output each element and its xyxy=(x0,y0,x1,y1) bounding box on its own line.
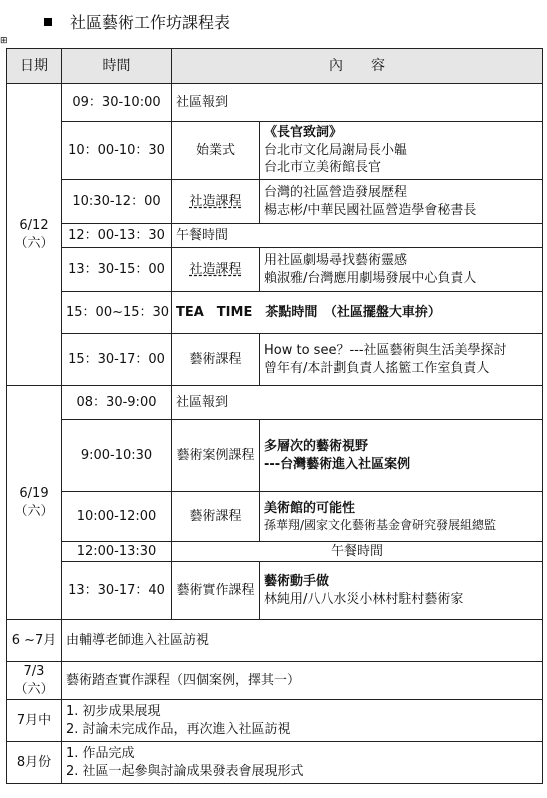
bullet-icon xyxy=(44,18,52,26)
table-row xyxy=(7,662,543,700)
table-move-handle-icon[interactable]: ⊞ xyxy=(0,36,8,46)
table-row xyxy=(7,492,543,542)
time-cell: 13：30-17：40 xyxy=(62,562,172,620)
table-row xyxy=(7,292,543,334)
content-cell: TEA TIME 茶點時間 （社區擺盤大車拚） xyxy=(172,292,543,334)
document-heading xyxy=(44,10,230,33)
time-cell: 13：30-15：00 xyxy=(62,248,172,292)
content-cell: 美術館的可能性 孫華翔/國家文化藝術基金會研究發展組總監 xyxy=(260,492,543,542)
date-cell: 6 ~7月 xyxy=(7,620,62,662)
category-cell: 藝術實作課程 xyxy=(172,562,260,620)
content-cell: 藝術踏查實作課程（四個案例，擇其一） xyxy=(62,662,543,700)
date-cell: 8月份 xyxy=(7,742,62,784)
time-cell: 10：00-10：30 xyxy=(62,122,172,180)
table-header-row xyxy=(7,49,543,84)
time-cell: 08：30-9:00 xyxy=(62,386,172,420)
content-cell: How to see？---社區藝術與生活美學探討 曾年有/本計劃負責人搖籃工作室負責人 xyxy=(260,334,543,386)
time-cell: 15：30-17：00 xyxy=(62,334,172,386)
content-cell: 午餐時間 xyxy=(172,224,543,248)
content-cell: 由輔導老師進入社區訪視 xyxy=(62,620,543,662)
date-cell-day2: 6/19 （六） xyxy=(7,386,62,620)
heading-title: 社區藝術工作坊課程表 xyxy=(70,13,231,32)
content-cell: 多層次的藝術視野 ---台灣藝術進入社區案例 xyxy=(260,420,543,492)
content-cell: 社區報到 xyxy=(172,84,543,122)
date-cell: 7月中 xyxy=(7,700,62,742)
category-cell: 始業式 xyxy=(172,122,260,180)
time-cell: 10:30-12：00 xyxy=(62,180,172,224)
time-cell: 09：30-10:00 xyxy=(62,84,172,122)
table-row xyxy=(7,180,543,224)
content-cell: 1. 初步成果展現 2. 討論未完成作品，再次進入社區訪視 xyxy=(62,700,543,742)
table-row xyxy=(7,700,543,742)
table-row xyxy=(7,420,543,492)
content-cell: 藝術動手做 林純用/八八水災小林村駐村藝術家 xyxy=(260,562,543,620)
content-cell: 社區報到 xyxy=(172,386,543,420)
content-cell: 1. 作品完成 2. 社區一起參與討論成果發表會展現形式 xyxy=(62,742,543,784)
category-cell: 社造課程 xyxy=(172,180,260,224)
time-cell: 12：00-13：30 xyxy=(62,224,172,248)
table-row xyxy=(7,84,543,122)
content-cell: 台灣的社區營造發展歷程 楊志彬/中華民國社區營造學會秘書長 xyxy=(260,180,543,224)
header-date: 日期 xyxy=(7,49,62,84)
time-cell: 12:00-13:30 xyxy=(62,542,172,562)
table-row xyxy=(7,248,543,292)
table-row xyxy=(7,562,543,620)
header-content: 內 容 xyxy=(172,49,543,84)
category-cell: 社造課程 xyxy=(172,248,260,292)
content-cell: 用社區劇場尋找藝術靈感 賴淑雅/台灣應用劇場發展中心負責人 xyxy=(260,248,543,292)
date-cell-day1: 6/12 （六） xyxy=(7,84,62,386)
category-cell: 藝術案例課程 xyxy=(172,420,260,492)
category-cell: 藝術課程 xyxy=(172,334,260,386)
header-time: 時間 xyxy=(62,49,172,84)
content-cell: 午餐時間 xyxy=(172,542,543,562)
schedule-table xyxy=(6,48,543,784)
table-row xyxy=(7,334,543,386)
table-row xyxy=(7,542,543,562)
category-cell: 藝術課程 xyxy=(172,492,260,542)
table-row xyxy=(7,122,543,180)
table-row xyxy=(7,742,543,784)
time-cell: 10:00-12:00 xyxy=(62,492,172,542)
content-cell: 《長官致詞》 台北市文化局謝局長小韞 台北市立美術館長官 xyxy=(260,122,543,180)
table-row xyxy=(7,620,543,662)
date-cell: 7/3（六） xyxy=(7,662,62,700)
time-cell: 15：00~15：30 xyxy=(62,292,172,334)
table-row xyxy=(7,386,543,420)
time-cell: 9:00-10:30 xyxy=(62,420,172,492)
table-row xyxy=(7,224,543,248)
